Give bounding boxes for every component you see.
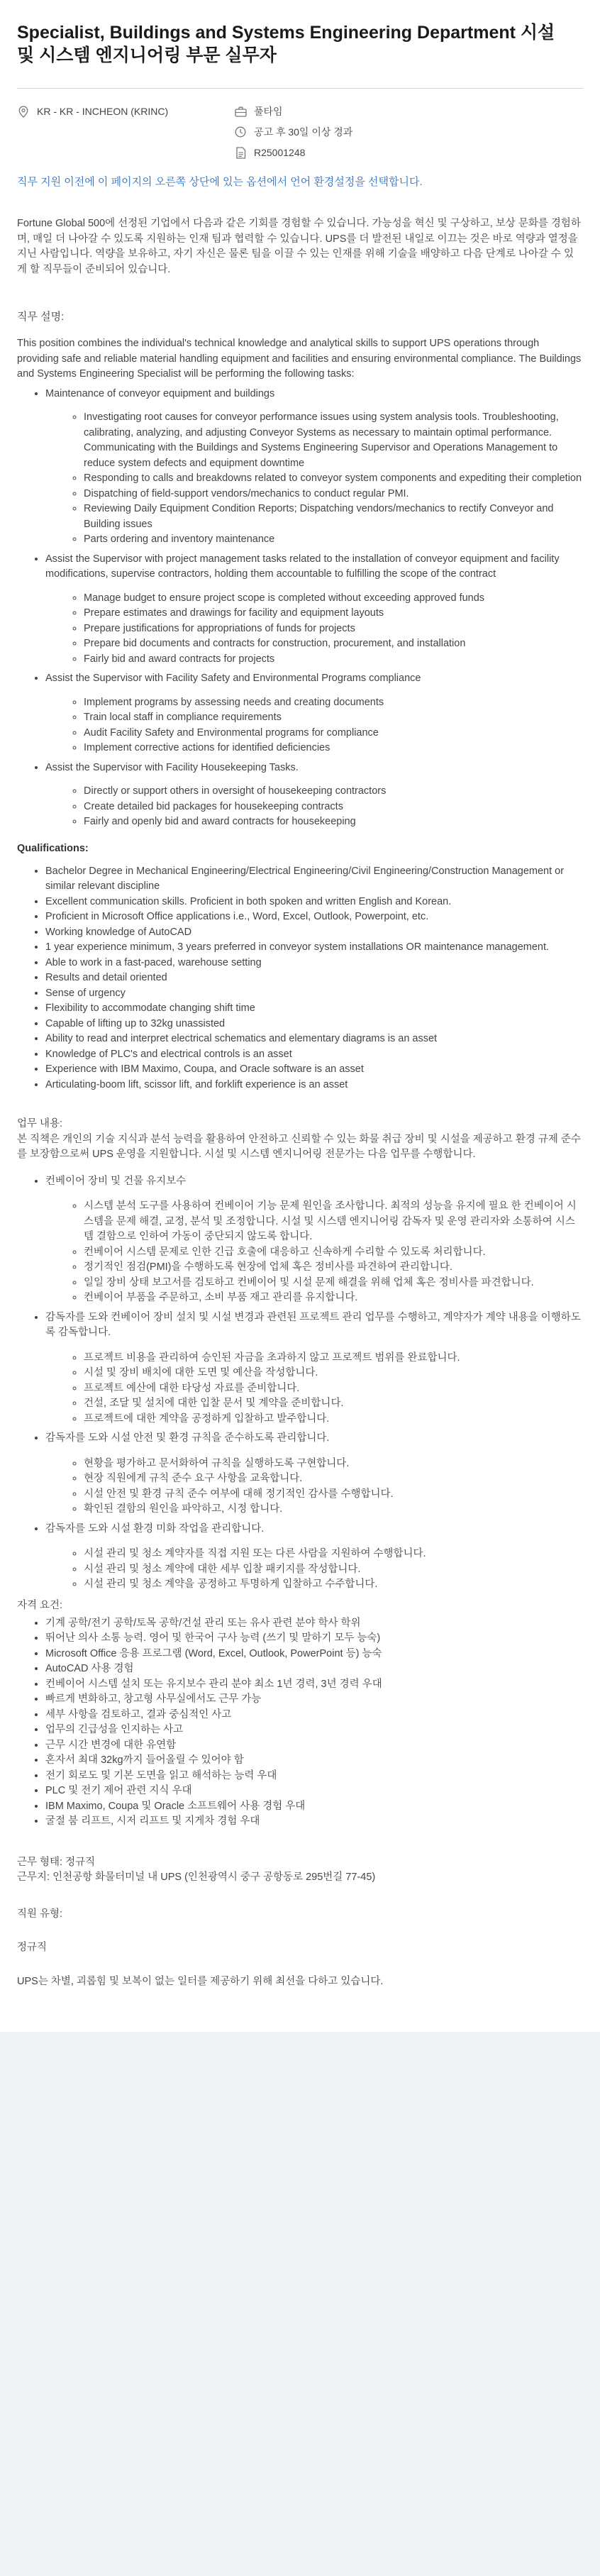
kr-subtask-item: ◦ 프로젝트 비용을 관리하여 승인된 자금을 초과하지 않고 프로젝트 범위를 완료합니다. [84,1351,583,1366]
subtask-item: ◦ Prepare estimates and drawings for facility and equipment layouts [84,606,583,621]
job-location [17,104,234,118]
qualification-item: • Bachelor Degree in Mechanical Engineering/Electrical Engineering/Civil Engineering/Construction Management or similar relevant discipline [45,864,583,895]
kr-task-text: 컨베이어 장비 및 건물 유지보수 [45,1175,187,1187]
job-meta-right [234,104,352,160]
kr-task-item [45,1522,583,1593]
kr-subtask-item: ◦ 확인된 결함의 원인을 파악하고, 시정 합니다. [84,1502,583,1518]
kr-subtask-item: ◦ 프로젝트에 대한 계약을 공정하게 입찰하고 발주합니다. [84,1412,583,1427]
spacer [17,1956,583,1974]
employment-type [234,104,352,118]
kr-qualification-item: • 빠르게 변화하고, 창고형 사무실에서도 근무 가능 [45,1692,583,1708]
kr-qualification-item: • 컨베이어 시스템 설치 또는 유지보수 관리 분야 최소 1년 경력, 3년 경력 우대 [45,1677,583,1693]
subtask-item: ◦ Implement programs by assessing needs and creating documents [84,695,583,711]
qualification-item: • Excellent communication skills. Proficient in both spoken and written English and Korean. [45,895,583,910]
kr-qualification-item: • 뛰어난 의사 소통 능력. 영어 및 한국어 구사 능력 (쓰기 및 말하기 모두 능숙) [45,1631,583,1647]
qualification-item: • Flexibility to accommodate changing shift time [45,1001,583,1017]
qualification-item: • Able to work in a fast-paced, warehouse setting [45,956,583,971]
kr-subtask-item: ◦ 정기적인 점검(PMI)을 수행하도록 현장에 업체 혹은 정비사를 파견하여 관리합니다. [84,1260,583,1276]
subtask-item: ◦ Fairly bid and award contracts for projects [84,652,583,668]
posted-date [234,125,352,139]
work-location: 근무지: 인천공항 화물터미널 내 UPS (인천광역시 중구 공항동로 295번길 77-45) [17,1872,376,1883]
kr-qualification-item: • 세부 사항을 검토하고, 결과 중심적인 사고 [45,1708,583,1723]
kr-qualification-item: • 혼자서 최대 32kg까지 들어올릴 수 있어야 함 [45,1753,583,1769]
qualification-item: • 1 year experience minimum, 3 years preferred in conveyor system installations OR maintenance management. [45,940,583,956]
id-document-icon [234,146,247,159]
task-text: Assist the Supervisor with Facility Safety and Environmental Programs compliance [45,673,421,684]
qualification-item: • Capable of lifting up to 32kg unassisted [45,1017,583,1032]
job-meta [17,104,583,160]
kr-qualification-item: • PLC 및 전기 제어 관련 지식 우대 [45,1784,583,1799]
subtask-list [45,784,583,830]
kr-task-item [45,1431,583,1518]
employment-type-text: 풀타임 [254,106,283,117]
subtask-item: ◦ Train local staff in compliance requirements [84,710,583,726]
subtask-item: ◦ Responding to calls and breakdowns related to conveyor system components and expediting their completion [84,471,583,487]
subtask-item: ◦ Parts ordering and inventory maintenance [84,532,583,548]
eeo-statement: UPS는 차별, 괴롭힘 및 보복이 없는 일터를 제공하기 위해 최선을 다하고 있습니다. [17,1975,384,1987]
qualification-item: • Articulating-boom lift, scissor lift, and forklift experience is an asset [45,1078,583,1093]
map-pin-icon [17,105,30,118]
kr-task-list [17,1174,583,1593]
kr-subtask-item: ◦ 건설, 조달 및 설치에 대한 입찰 문서 및 계약을 준비합니다. [84,1396,583,1412]
kr-job-summary: 본 직책은 개인의 기술 지식과 분석 능력을 활용하여 안전하고 신뢰할 수 있는 화물 취급 장비 및 시설을 제공하고 환경 규제 준수를 보장함으로써 UPS 운영을 지원합니다. 시설 및 시스템 엔지니어링 전문가는 다음 업무를 수행합니다. [17,1133,581,1160]
title-divider [17,88,583,89]
kr-subtask-item: ◦ 현장 직원에게 규칙 준수 요구 사항을 교육합니다. [84,1471,583,1487]
qualification-item: • Experience with IBM Maximo, Coupa, and Oracle software is an asset [45,1062,583,1078]
kr-qualification-item: • 전기 회로도 및 기본 도면을 읽고 해석하는 능력 우대 [45,1769,583,1784]
kr-subtask-list [45,1351,583,1427]
subtask-list [45,410,583,548]
qualification-item: • Ability to read and interpret electrical schematics and elementary diagrams is an asset [45,1032,583,1047]
kr-subtask-item: ◦ 컨베이어 시스템 문제로 인한 긴급 호출에 대응하고 신속하게 수리할 수 있도록 처리합니다. [84,1245,583,1261]
kr-subtask-item: ◦ 시설 안전 및 환경 규칙 준수 여부에 대해 정기적인 감사를 수행합니다. [84,1487,583,1503]
task-item [45,552,583,668]
subtask-item: ◦ Prepare bid documents and contracts for construction, procurement, and installation [84,636,583,652]
posted-date-text: 공고 후 30일 이상 경과 [254,126,353,138]
job-title: Specialist, Buildings and Systems Engineering Department 시설 및 시스템 엔지니어링 부문 실무자 [17,23,555,65]
kr-subtask-item: ◦ 시설 관리 및 청소 계약을 공정하고 투명하게 입찰하고 수주합니다. [84,1577,583,1593]
task-list [17,387,583,830]
job-description-label: 직무 설명: [17,311,65,323]
company-intro: Fortune Global 500에 선정된 기업에서 다음과 같은 기회를 경험할 수 있습니다. 가능성을 혁신 및 구상하고, 보상 문화를 경험하며, 매일 더 나아갈 수 있도록 지원하는 인재 팀과 협력할 수 있습니다. UPS를 더 발전된 내일로 이끄는 것은 바로 역량과 열정을 지닌 사람입니다. 역량을 보유하고, 자기 자신은 물론 팀을 이끌 수 있는 인재를 위해 기술을 배양하고 다음 단계로 나아갈 수 있게 할 직무들이 준비되어 있습니다. [17,218,581,275]
task-text: Assist the Supervisor with Facility Housekeeping Tasks. [45,761,299,773]
kr-subtask-item: ◦ 현황을 평가하고 문서화하여 규칙을 실행하도록 구현합니다. [84,1456,583,1472]
subtask-list [45,695,583,756]
requisition-id [234,145,352,160]
task-text: Maintenance of conveyor equipment and buildings [45,387,275,399]
kr-subtask-item: ◦ 시설 관리 및 청소 계약에 대한 세부 입찰 패키지를 작성합니다. [84,1562,583,1578]
kr-task-text: 감독자를 도와 시설 안전 및 환경 규칙을 준수하도록 관리합니다. [45,1432,330,1444]
employee-type-label: 직원 유형: [17,1908,63,1920]
kr-qualification-item: • AutoCAD 사용 경험 [45,1662,583,1677]
kr-task-text: 감독자를 도와 컨베이어 장비 설치 및 시설 변경과 관련된 프로젝트 관리 업무를 수행하고, 계약자가 계약 내용을 이행하도록 감독합니다. [45,1311,581,1338]
kr-subtask-item: ◦ 시스템 분석 도구를 사용하여 컨베이어 기능 문제 원인을 조사합니다. 최적의 성능을 유지에 필요 한 컨베이어 시스템을 문제 해결, 교정, 분석 및 조정합니다. 시설 및 시스템 엔지니어링 감독자 및 운영 관리자와 소통하여 시스템 결함으로 인하여 가동이 중단되지 않도록 합니다. [84,1199,583,1245]
kr-qualifications-list [17,1616,583,1830]
kr-subtask-item: ◦ 프로젝트 예산에 대한 타당성 자료를 준비합니다. [84,1381,583,1397]
task-item [45,387,583,548]
kr-job-duties-label: 업무 내용: [17,1118,63,1129]
kr-qualification-item: • 굴절 붐 리프트, 시저 리프트 및 지게차 경험 우대 [45,1814,583,1830]
kr-qualification-item: • 기계 공학/전기 공학/토목 공학/건설 관리 또는 유사 관련 분야 학사 학위 [45,1616,583,1632]
job-meta-left [17,104,234,160]
spacer [17,1886,583,1907]
task-text: Assist the Supervisor with project management tasks related to the installation of conveyor equipment and facility modifications, supervise contractors, holding them accountable to fulfilling the scope of the contract [45,553,560,580]
requisition-id-text: R25001248 [254,147,306,158]
kr-subtask-item: ◦ 시설 관리 및 청소 계약자를 직접 지원 또는 다른 사람을 지원하여 수행합니다. [84,1547,583,1562]
kr-qualification-item: • IBM Maximo, Coupa 및 Oracle 소프트웨어 사용 경험 우대 [45,1799,583,1815]
kr-qualifications-label: 자격 요건: [17,1599,63,1611]
job-description-summary: This position combines the individual's technical knowledge and analytical skills to support UPS operations through providing safe and reliable material handling equipment and facilities and ensuring environmental compliance. The Buildings and Systems Engineering Specialist will be performing the following tasks: [17,338,582,380]
subtask-item: ◦ Create detailed bid packages for housekeeping contracts [84,800,583,815]
kr-subtask-list [45,1547,583,1593]
kr-subtask-list [45,1456,583,1518]
qualifications-label: Qualifications: [17,842,89,854]
employment-form: 근무 형태: 정규직 [17,1856,96,1868]
kr-qualification-item: • 업무의 긴급성을 인지하는 사고 [45,1723,583,1738]
qualification-item: • Working knowledge of AutoCAD [45,925,583,941]
qualification-item: • Sense of urgency [45,986,583,1002]
job-location-text: KR - KR - INCHEON (KRINC) [37,106,169,117]
task-item [45,671,583,756]
qualification-item: • Proficient in Microsoft Office applications i.e., Word, Excel, Outlook, Powerpoint, etc. [45,910,583,925]
kr-qualification-item: • Microsoft Office 응용 프로그램 (Word, Excel, Outlook, PowerPoint 등) 능숙 [45,1647,583,1662]
kr-subtask-list [45,1199,583,1306]
subtask-item: ◦ Implement corrective actions for identified deficiencies [84,741,583,756]
subtask-item: ◦ Directly or support others in oversight of housekeeping contractors [84,784,583,800]
briefcase-icon [234,105,247,118]
subtask-item: ◦ Prepare justifications for appropriations of funds for projects [84,621,583,637]
subtask-item: ◦ Manage budget to ensure project scope is completed without exceeding approved funds [84,591,583,607]
kr-task-item [45,1310,583,1427]
clock-icon [234,126,247,138]
qualifications-list [17,864,583,1093]
language-preference-note: 직무 지원 이전에 이 페이지의 오른쪽 상단에 있는 옵션에서 언어 환경설정을 선택합니다. [17,176,423,188]
kr-qualification-item: • 근무 시간 변경에 대한 유연함 [45,1738,583,1754]
kr-subtask-item: ◦ 컨베이어 부품을 주문하고, 소비 부품 재고 관리를 유지합니다. [84,1290,583,1306]
kr-task-item [45,1174,583,1306]
subtask-item: ◦ Investigating root causes for conveyor performance issues using system analysis tools. Troubleshooting, calibrating, analyzing, and adjusting Conveyor Systems as necessary to maintain optimal performance. Communicating with the Buildings and Systems Engineering Supervisor and Operations Management to reduce system defects and equipment downtime [84,410,583,471]
kr-task-text: 감독자를 도와 시설 환경 미화 작업을 관리합니다. [45,1522,265,1535]
subtask-item: ◦ Fairly and openly bid and award contracts for housekeeping [84,814,583,830]
subtask-item: ◦ Dispatching of field-support vendors/mechanics to conduct regular PMI. [84,487,583,502]
subtask-item: ◦ Audit Facility Safety and Environmental programs for compliance [84,726,583,741]
task-item [45,761,583,830]
spacer [17,1922,583,1940]
qualification-item: • Knowledge of PLC's and electrical controls is an asset [45,1047,583,1063]
kr-subtask-item: ◦ 일일 장비 상태 보고서를 검토하고 컨베이어 및 시설 문제 해결을 위해 업체 혹은 정비사를 파견합니다. [84,1276,583,1291]
qualification-item: • Results and detail oriented [45,971,583,986]
subtask-list [45,591,583,668]
subtask-item: ◦ Reviewing Daily Equipment Condition Reports; Dispatching vendors/mechanics to rectify Conveyor and Building issues [84,502,583,532]
employee-type-value: 정규직 [17,1942,48,1953]
kr-subtask-item: ◦ 시설 및 장비 배치에 대한 도면 및 예산을 작성합니다. [84,1366,583,1381]
